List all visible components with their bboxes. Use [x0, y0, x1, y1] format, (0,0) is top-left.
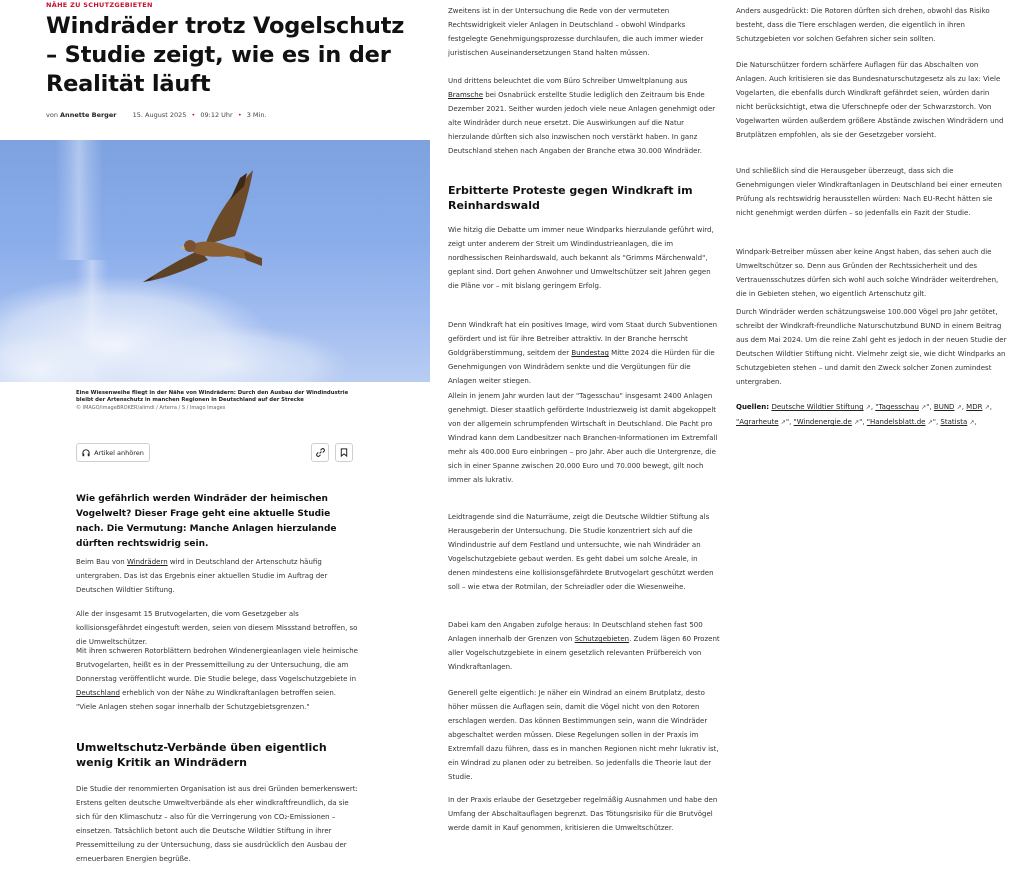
external-link-icon: ↗: [927, 419, 933, 426]
byline-prefix: von: [46, 111, 58, 119]
link-windraedern[interactable]: Windrädern: [126, 558, 168, 566]
paragraph-18: Durch Windräder werden schätzungsweise 100.000 Vögel pro Jahr getötet, schreibt der Windkraft-freundliche Naturschutzbund BUND in einem Beitrag aus dem Mai 2024. Um die reine Zahl geht es jedoch in der neuen Studie der Deutschen Wildtier Stiftung nicht. Vielmehr zeigt sie, wie dicht Windparks an Schutzgebieten stehen – und damit den Zweck solcher Zonen zumindest untergraben.: [736, 308, 1007, 386]
external-link-icon: ↗: [854, 419, 860, 426]
headline: Windräder trotz Vogelschutz – Studie zeigt, wie es in der Realität läuft: [46, 13, 405, 97]
column-1: [0, 0, 430, 874]
paragraph-8: Denn Windkraft hat ein positives Image, wird vom Staat durch Subventionen gefördert und ist für ihre Betreiber attraktiv. In der Branche herrscht Goldgräberstimmung, seitdem der Bundestag Mitte 2024 die Hürden für die Genehmigungen von Windrädern senkte und die Vergütungen für die Anlagen weiter stiegen.: [448, 321, 718, 385]
link-bramsche[interactable]: Bramsche: [448, 91, 484, 99]
paragraph-16: Und schließlich sind die Herausgeber überzeugt, dass sich die Genehmigungen vieler Windkraftanlagen in Deutschland bei einer erneuten Prüfung als rechtswidrig herausstellen würden: Nach EU-Recht hätten sie nicht genehmigt werden dürfen – so jedenfalls ein Fazit der Studie.: [736, 167, 1002, 217]
external-link-icon: ↗: [984, 404, 990, 411]
copy-link-button[interactable]: [311, 443, 329, 462]
bird-illustration: [143, 170, 262, 282]
column-2: [448, 0, 720, 874]
headphones-icon: [82, 449, 90, 457]
listen-article-label: Artikel anhören: [94, 448, 144, 457]
external-link-icon: ↗: [956, 404, 962, 411]
source-link[interactable]: "Windenergie.de: [793, 418, 852, 426]
paragraph-9: Allein in jenem Jahr wurden laut der "Tagesschau" insgesamt 2400 Anlagen genehmigt. Dieser staatlich geförderte Industriezweig ist damit abgekoppelt von der allgemein schrumpfenden Wirtschaft in Deutschland. Die Pacht pro Windrad kann dem Landbesitzer nach Branchen-Informationen im Extremfall mehr als 400.000 Euro einbringen – pro Jahr. Aber auch die Untergrenze, die sich in einer Spanne zwischen 20.000 Euro und 70.000 bewegt, gilt noch immer als lukrativ.: [448, 392, 718, 484]
harrier-photo: [0, 140, 430, 382]
external-link-icon: ↗: [969, 419, 975, 426]
paragraph-17: Windpark-Betreiber müssen aber keine Angst haben, das sehen auch die Umweltschützer so. Denn aus Gründen der Rechtssicherheit und des Vertrauensschutzes dürfen sich wohl auch solche Windräder weiterdrehen, die in Gebieten stehen, wo eigentlich Artenschutz gilt.: [736, 248, 999, 298]
article-lead: Wie gefährlich werden Windräder der heimischen Vogelwelt? Dieser Frage geht eine aktuelle Studie nach. Die Vermutung: Manche Anlagen hierzulande dürften rechtswidrig sein.: [76, 494, 337, 549]
sources-list: Quellen: Deutsche Wildtier Stiftung ↗, "Tagesschau ↗", BUND ↗, MDR ↗, "Agrarheute ↗", "Windenergie.de ↗", "Handelsblatt.de ↗", Statista ↗,: [736, 403, 992, 426]
paragraph-7: Wie hitzig die Debatte um immer neue Windparks hierzulande geführt wird, zeigt unter anderem der Streit um Windindustrieanlagen, die im nordhessischen Reinhardswald, auch bekannt als "Grimms Märchenwald", geplant sind. Dort gehen Anwohner und Umweltschützer seit Jahren gegen die Pläne vor – mit bislang geringem Erfolg.: [448, 226, 714, 290]
external-link-icon: ↗: [865, 404, 871, 411]
source-link[interactable]: "Handelsblatt.de: [866, 418, 926, 426]
external-link-icon: ↗: [921, 404, 927, 411]
reading-time: 3 Min.: [246, 111, 267, 119]
link-schutzgebieten[interactable]: Schutzgebieten: [574, 635, 630, 643]
paragraph-1: Beim Bau von Windrädern wird in Deutschland der Artenschutz häufig untergraben. Das ist das Ergebnis einer aktuellen Studie im Auftrag der Deutschen Wildtier Stiftung.: [76, 558, 328, 594]
source-link[interactable]: Statista: [940, 418, 968, 426]
paragraph-15: Die Naturschützer fordern schärfere Auflagen für das Abschalten von Anlagen. Auch kritisieren sie das Bundesnaturschutzgesetz als zu lax: Viele Vogelarten, die ebenfalls durch Windkraft gefährdet seien, würden darin nicht berücksichtigt, etwa die Uferschnepfe oder der Schwarzstorch. Von Vogelwarten würden außerdem größere Abstände zwischen Windrädern und Brutplätzen empfohlen, als sie der Gesetzgeber vorsieht.: [736, 61, 1004, 139]
link-icon: [316, 448, 325, 457]
paragraph-14: Anders ausgedrückt: Die Rotoren dürften sich drehen, obwohl das Risiko besteht, dass die Tiere erschlagen werden, die eigentlich in ihren Schutzgebieten vor solchen Gefahren sicher sein sollten.: [736, 7, 990, 43]
listen-article-button[interactable]: [76, 443, 150, 462]
subheading-2: Erbitterte Proteste gegen Windkraft im Reinhardswald: [448, 184, 693, 212]
publish-date: 15. August 2025: [132, 111, 187, 119]
subheading-1: Umweltschutz-Verbände üben eigentlich wenig Kritik an Windrädern: [76, 741, 327, 769]
paragraph-12: Generell gelte eigentlich: Je näher ein Windrad an einem Brutplatz, desto höher müssen die Auflagen sein, damit die Vögel nicht von den Rotoren erschlagen werden. Das können Bestimmungen sein, wann die Windräder abgeschaltet werden müssen. Diese Regelungen sollen in der Praxis im Extremfall dazu führen, dass es in manchen Regionen nicht mehr lukrativ ist, ein Windrad zu planen oder zu betreiben. So jedenfalls die Theorie laut der Studie.: [448, 689, 719, 781]
paragraph-5: Zweitens ist in der Untersuchung die Rede von der vermuteten Rechtswidrigkeit vieler Anlagen in Deutschland – obwohl Windparks festgelegte Genehmigungsprozesse durchlaufen, die auch immer wieder juristischen Auseinandersetzungen Stand halten müssen.: [448, 7, 704, 57]
paragraph-13: In der Praxis erlaube der Gesetzgeber regelmäßig Ausnahmen und habe den Umfang der Abschaltauflagen begrenzt. Das Tötungsrisiko für die Brutvögel werde damit in Kauf genommen, kritisieren die Umweltschützer.: [448, 796, 718, 832]
link-deutschland[interactable]: Deutschland: [76, 689, 120, 697]
paragraph-6: Und drittens beleuchtet die vom Büro Schreiber Umweltplanung aus Bramsche bei Osnabrück erstellte Studie lediglich den Zeitraum bis Ende Dezember 2021. Seither wurden jedoch viele neue Anlagen genehmigt oder alte Windräder durch neue ersetzt. Die Auswirkungen auf die Natur hierzulande dürften sich also inzwischen noch verstärkt haben. In ganz Deutschland stehen nach Angaben der Branche etwa 30.000 Windräder.: [448, 77, 716, 155]
byline: von Annette Berger 15. August 2025 • 09:12 Uhr • 3 Min.: [46, 111, 267, 119]
publish-time: 09:12 Uhr: [200, 111, 233, 119]
bookmark-button[interactable]: [335, 443, 353, 462]
source-link[interactable]: Deutsche Wildtier Stiftung: [771, 403, 864, 411]
paragraph-3: Mit ihren schweren Rotorblättern bedrohen Windenergieanlagen viele heimische Brutvogelarten, heißt es in der Pressemitteilung zu der Untersuchung, die am Donnerstag veröffentlicht wurde. Die Studie belege, dass Vogelschutzgebiete in Deutschland erheblich von der Nähe zu Windkraftanlagen betroffen seien. "Viele Anlagen stehen sogar innerhalb der Schutzgebietsgrenzen.": [76, 647, 358, 711]
paragraph-10: Leidtragende sind die Naturräume, zeigt die Deutsche Wildtier Stiftung als Herausgeberin der Untersuchung. Die Studie konzentriert sich auf die Windindustrie auf dem Festland und untersuchte, wie nah Windräder an Vogelschutzgebiete gebaut werden. Es geht dabei um solche Areale, in denen mindestens eine kollisionsgefährdete Brutvogelart geschützt werden soll – wie etwa der Rotmilan, der Schreiadler oder die Wiesenweihe.: [448, 513, 714, 591]
image-caption: Eine Wiesenweihe fliegt in der Nähe von Windrädern: Durch den Ausbau der Windindustrie bleibt der Artenschutz in manchen Regionen in Deutschland auf der Strecke: [76, 390, 349, 403]
paragraph-4: Die Studie der renommierten Organisation ist aus drei Gründen bemerkenswert: Erstens gelten deutsche Umweltverbände als eher windkraftfreundlich, da sie sich für den Klimaschutz – also für die Verringerung von CO₂-Emissionen – einsetzen. Tatsächlich betont auch die Deutsche Wildtier Stiftung in ihrer Pressemitteilung zu der Untersuchung, dass sie ausdrücklich den Ausbau der erneuerbaren Energien begrüße.: [76, 785, 358, 863]
source-link[interactable]: BUND: [933, 403, 955, 411]
link-bundestag[interactable]: Bundestag: [571, 349, 609, 357]
source-link[interactable]: MDR: [966, 403, 983, 411]
source-link[interactable]: "Tagesschau: [875, 403, 919, 411]
paragraph-2: Alle der insgesamt 15 Brutvogelarten, die vom Gesetzgeber als kollisionsgefährdet eingestuft werden, seien von diesem Missstand betroffen, so die Umweltschützer.: [76, 610, 358, 646]
external-link-icon: ↗: [780, 419, 786, 426]
kicker: NÄHE ZU SCHUTZGEBIETEN: [46, 1, 153, 9]
sources-label: Quellen: [736, 403, 767, 411]
source-link[interactable]: "Agrarheute: [736, 418, 779, 426]
hero-image: [0, 140, 430, 382]
column-3: [736, 0, 1014, 874]
author-link[interactable]: Annette Berger: [60, 111, 117, 119]
image-credit: © IMAGO/imageBROKER/alimdi / Arterra / S / Imago Images: [76, 405, 226, 411]
paragraph-11: Dabei kam den Angaben zufolge heraus: In Deutschland stehen fast 500 Anlagen innerhalb der Grenzen von Schutzgebieten. Zudem lägen 60 Prozent aller Vogelschutzgebiete in einem gesetzlich relevanten Prüfbereich von Windkraftanlagen.: [448, 621, 720, 671]
bookmark-icon: [340, 448, 348, 457]
